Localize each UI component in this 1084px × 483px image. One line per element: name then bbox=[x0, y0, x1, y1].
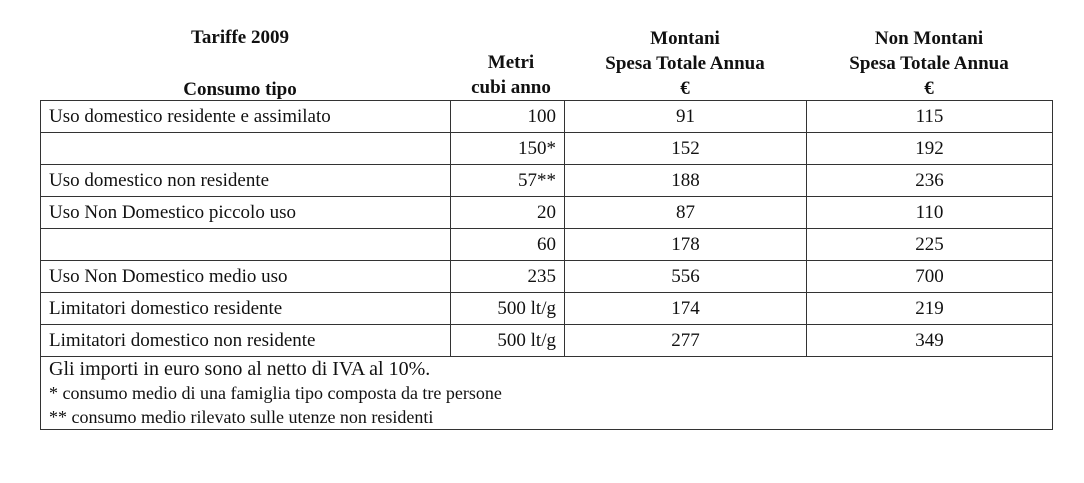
header-metri-line2: cubi anno bbox=[471, 77, 551, 98]
cell-metri: 150* bbox=[451, 133, 565, 165]
cell-consumo: Uso domestico residente e assimilato bbox=[41, 101, 451, 133]
cell-consumo bbox=[41, 229, 451, 261]
cell-non-montani: 225 bbox=[807, 229, 1053, 261]
cell-consumo: Uso Non Domestico piccolo uso bbox=[41, 197, 451, 229]
cell-montani: 174 bbox=[565, 293, 807, 325]
cell-non-montani: 700 bbox=[807, 261, 1053, 293]
table-row bbox=[41, 101, 1053, 133]
cell-montani: 178 bbox=[565, 229, 807, 261]
notes-cell bbox=[41, 357, 1053, 430]
cell-non-montani: 192 bbox=[807, 133, 1053, 165]
header-non-montani-line1: Non Montani bbox=[874, 28, 984, 49]
cell-montani: 277 bbox=[565, 325, 807, 357]
cell-non-montani: 219 bbox=[807, 293, 1053, 325]
notes-row bbox=[41, 357, 1053, 430]
cell-montani: 556 bbox=[565, 261, 807, 293]
cell-non-montani: 349 bbox=[807, 325, 1053, 357]
header-montani bbox=[572, 26, 798, 101]
cell-metri: 235 bbox=[451, 261, 565, 293]
table-row bbox=[41, 229, 1053, 261]
table-row bbox=[41, 133, 1053, 165]
table-title: Tariffe 2009 bbox=[191, 27, 289, 48]
header-non-montani-line2: Spesa Totale Annua bbox=[849, 53, 1009, 74]
header-montani-line2: Spesa Totale Annua bbox=[605, 53, 765, 74]
cell-montani: 87 bbox=[565, 197, 807, 229]
header-non-montani-line3: € bbox=[924, 78, 934, 99]
header-consumo-tipo: Consumo tipo bbox=[183, 79, 297, 100]
header-non-montani bbox=[816, 26, 1042, 101]
cell-montani: 188 bbox=[565, 165, 807, 197]
cell-metri: 20 bbox=[451, 197, 565, 229]
cell-montani: 152 bbox=[565, 133, 807, 165]
cell-consumo: Uso Non Domestico medio uso bbox=[41, 261, 451, 293]
cell-metri: 57** bbox=[451, 165, 565, 197]
table-row bbox=[41, 165, 1053, 197]
table-row bbox=[41, 293, 1053, 325]
table-row bbox=[41, 261, 1053, 293]
cell-non-montani: 110 bbox=[807, 197, 1053, 229]
header-montani-line3: € bbox=[680, 78, 690, 99]
cell-metri: 100 bbox=[451, 101, 565, 133]
cell-consumo bbox=[41, 133, 451, 165]
cell-metri: 500 lt/g bbox=[451, 293, 565, 325]
note-iva: Gli importi in euro sono al netto di IVA al 10%. bbox=[49, 358, 431, 380]
cell-consumo: Uso domestico non residente bbox=[41, 165, 451, 197]
cell-metri: 60 bbox=[451, 229, 565, 261]
header-metri-cubi-anno bbox=[448, 50, 574, 100]
note-single-asterisk: * consumo medio di una famiglia tipo composta da tre persone bbox=[49, 383, 502, 403]
cell-consumo: Limitatori domestico non residente bbox=[41, 325, 451, 357]
cell-consumo: Limitatori domestico residente bbox=[41, 293, 451, 325]
cell-montani: 91 bbox=[565, 101, 807, 133]
table-row bbox=[41, 325, 1053, 357]
note-double-asterisk: ** consumo medio rilevato sulle utenze non residenti bbox=[49, 407, 434, 427]
tariff-table bbox=[40, 100, 1053, 430]
cell-non-montani: 115 bbox=[807, 101, 1053, 133]
cell-metri: 500 lt/g bbox=[451, 325, 565, 357]
cell-non-montani: 236 bbox=[807, 165, 1053, 197]
header-montani-line1: Montani bbox=[650, 28, 720, 49]
table-row bbox=[41, 197, 1053, 229]
header-metri-line1: Metri bbox=[487, 52, 535, 73]
